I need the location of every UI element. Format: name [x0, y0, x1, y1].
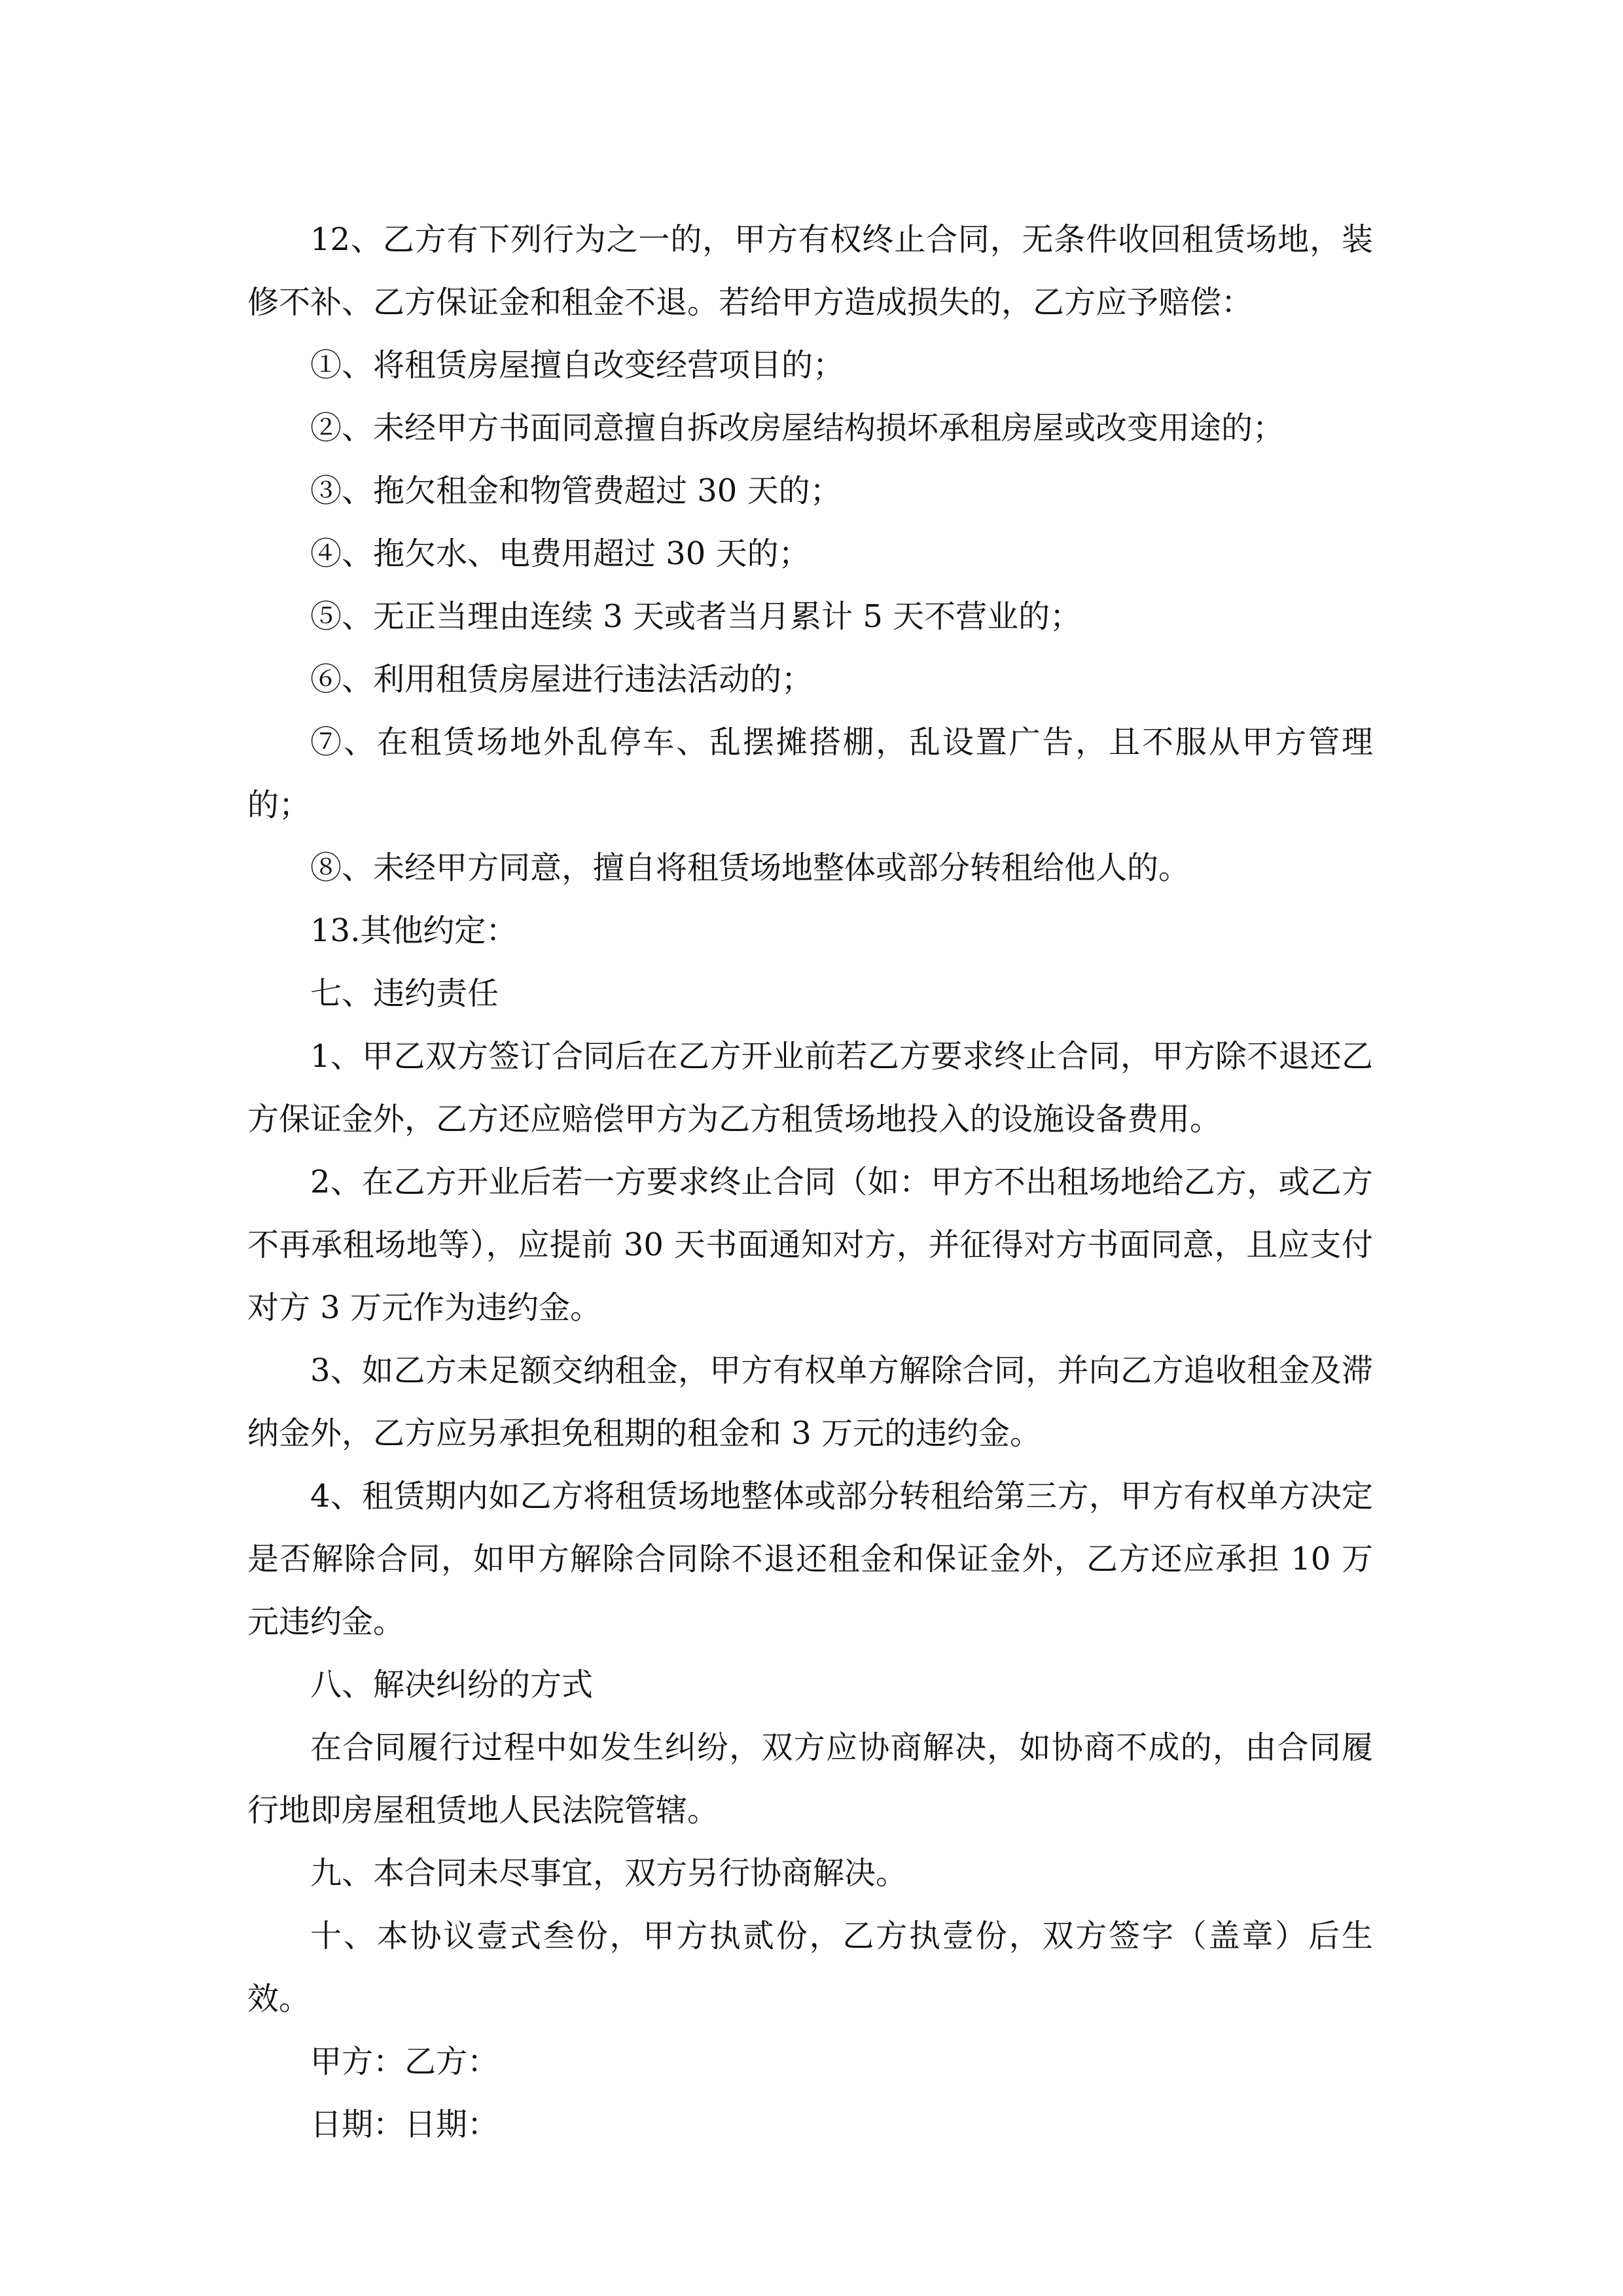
document-body	[247, 208, 1373, 2156]
section-7-clause-2: 2、在乙方开业后若一方要求终止合同（如：甲方不出租场地给乙方，或乙方不再承租场地等），应提前 30 天书面通知对方，并征得对方书面同意，且应支付对方 3 万元作为违约金。	[247, 1164, 1373, 1326]
clause-12-item-6: ⑥、利用租赁房屋进行违法活动的；	[310, 661, 813, 698]
section-7-clause-4: 4、租赁期内如乙方将租赁场地整体或部分转租给第三方，甲方有权单方决定是否解除合同，如甲方解除合同除不退还租金和保证金外，乙方还应承担 10 万元违约金。	[247, 1478, 1373, 1640]
clause-12-item-3: ③、拖欠租金和物管费超过 30 天的；	[310, 473, 842, 509]
section-9: 九、本合同未尽事宜，双方另行协商解决。	[310, 1855, 908, 1892]
section-8-body: 在合同履行过程中如发生纠纷，双方应协商解决，如协商不成的，由合同履行地即房屋租赁地人民法院管辖。	[247, 1729, 1373, 1829]
clause-12-item-5: ⑤、无正当理由连续 3 天或者当月累计 5 天不营业的；	[310, 598, 1082, 635]
clause-13: 13.其他约定：	[310, 912, 518, 949]
clause-12-item-7: ⑦、在租赁场地外乱停车、乱摆摊搭棚，乱设置广告，且不服从甲方管理的；	[247, 724, 1373, 823]
section-7-clause-1: 1、甲乙双方签订合同后在乙方开业前若乙方要求终止合同，甲方除不退还乙方保证金外，乙方还应赔偿甲方为乙方租赁场地投入的设施设备费用。	[247, 1038, 1373, 1138]
clause-12-item-2: ②、未经甲方书面同意擅自拆改房屋结构损坏承租房屋或改变用途的；	[310, 410, 1285, 446]
section-7-clause-3: 3、如乙方未足额交纳租金，甲方有权单方解除合同，并向乙方追收租金及滞纳金外，乙方应另承担免租期的租金和 3 万元的违约金。	[247, 1352, 1373, 1452]
signature-parties: 甲方：乙方：	[310, 2043, 499, 2080]
clause-12-item-8: ⑧、未经甲方同意，擅自将租赁场地整体或部分转租给他人的。	[310, 850, 1190, 886]
section-7-heading: 七、违约责任	[310, 975, 499, 1012]
section-8-heading: 八、解决纠纷的方式	[310, 1666, 594, 1703]
clause-12-item-4: ④、拖欠水、电费用超过 30 天的；	[310, 535, 810, 572]
section-10: 十、本协议壹式叁份，甲方执贰份，乙方执壹份，双方签字（盖章）后生效。	[247, 1918, 1373, 2017]
signature-dates: 日期：日期：	[310, 2106, 499, 2143]
clause-12: 12、乙方有下列行为之一的，甲方有权终止合同，无条件收回租赁场地，装修不补、乙方保证金和租金不退。若给甲方造成损失的，乙方应予赔偿：	[247, 221, 1373, 321]
clause-12-item-1: ①、将租赁房屋擅自改变经营项目的；	[310, 347, 845, 384]
